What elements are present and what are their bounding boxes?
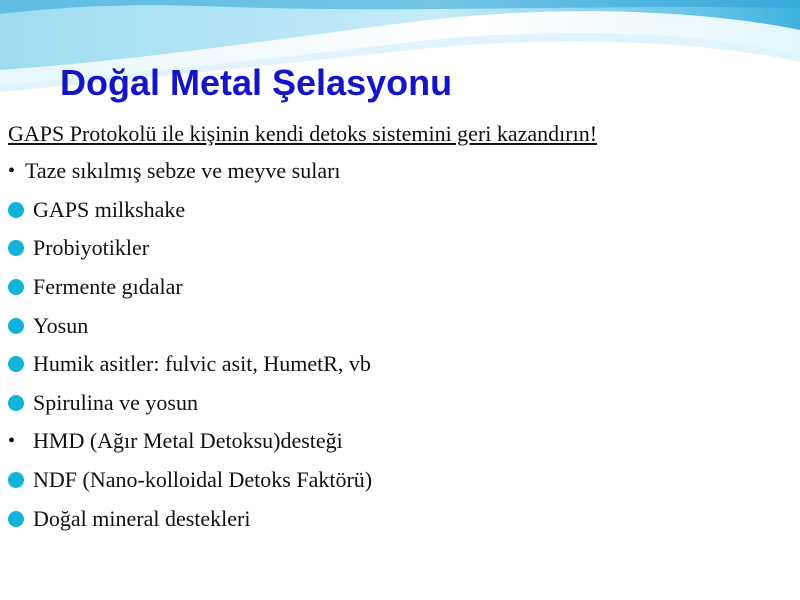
- bullet-char-icon: •: [8, 159, 16, 182]
- bullet-text: Yosun: [33, 312, 89, 338]
- slide-body: [8, 120, 788, 538]
- bullet-text: Probiyotikler: [33, 235, 150, 261]
- bullet-item: [8, 345, 788, 384]
- bullet-dot-icon: [8, 240, 24, 256]
- bullet-text: HMD (Ağır Metal Detoksu)desteği: [33, 428, 343, 454]
- bullet-text: NDF (Nano-kolloidal Detoks Faktörü): [33, 467, 373, 493]
- bullet-dot-icon: [8, 356, 24, 372]
- bullet-text: Humik asitler: fulvic asit, HumetR, vb: [33, 351, 371, 377]
- bullet-list: [8, 152, 788, 538]
- bullet-text: Doğal mineral destekleri: [33, 505, 251, 531]
- bullet-dot-icon: [8, 511, 24, 527]
- bullet-item: [8, 229, 788, 268]
- bullet-dot-icon: [8, 472, 24, 488]
- bullet-item: [8, 499, 788, 538]
- bullet-dot-icon: [8, 202, 24, 218]
- bullet-item: [8, 306, 788, 345]
- bullet-item: [8, 422, 788, 461]
- slide-title: Doğal Metal Şelasyonu: [60, 62, 453, 103]
- bullet-item: [8, 384, 788, 423]
- bullet-dot-icon: [8, 318, 24, 334]
- bullet-text: Spirulina ve yosun: [33, 389, 198, 415]
- bullet-dot-icon: [8, 279, 24, 295]
- bullet-item: [8, 191, 788, 230]
- bullet-text: GAPS milkshake: [33, 196, 186, 222]
- bullet-char-icon: •: [8, 429, 16, 452]
- bullet-item: [8, 268, 788, 307]
- lead-statement: GAPS Protokolü ile kişinin kendi detoks sistemini geri kazandırın!: [8, 121, 598, 146]
- bullet-dot-icon: [8, 395, 24, 411]
- bullet-text: Taze sıkılmış sebze ve meyve suları: [25, 158, 341, 184]
- bullet-item: [8, 461, 788, 500]
- bullet-item: [8, 152, 788, 191]
- bullet-text: Fermente gıdalar: [33, 274, 183, 300]
